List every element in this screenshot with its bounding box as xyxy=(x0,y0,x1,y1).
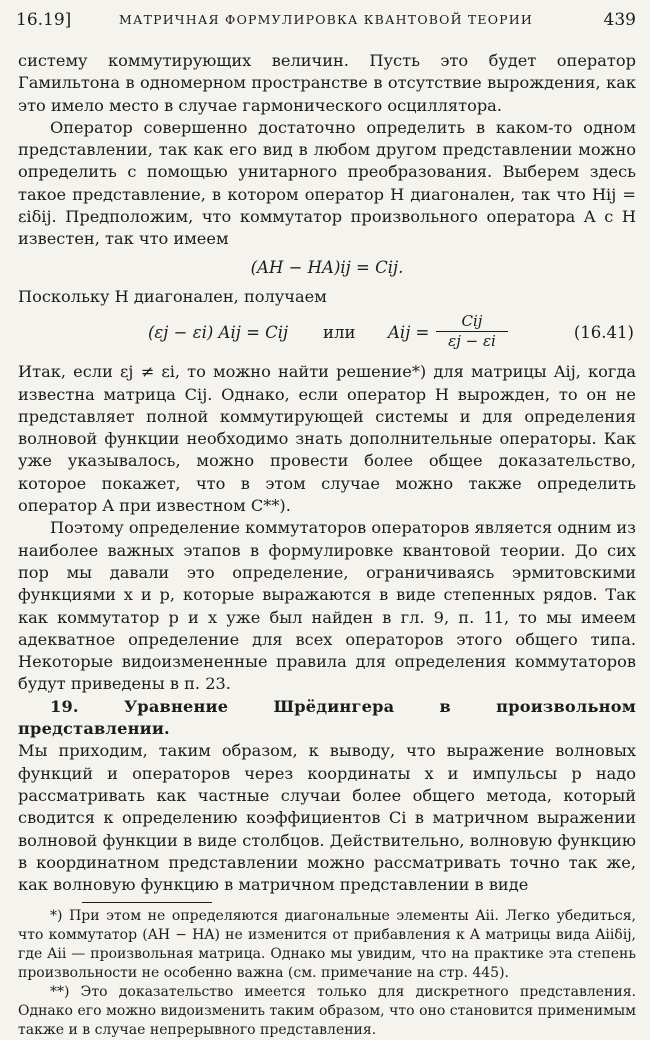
running-title: МАТРИЧНАЯ ФОРМУЛИРОВКА КВАНТОВОЙ ТЕОРИИ xyxy=(118,12,533,27)
equation-lhs: (εj − εi) Aij = Cij xyxy=(148,323,289,343)
equation-16-41 xyxy=(18,312,636,356)
section-reference: 16.19] xyxy=(16,10,72,30)
equation-rhs: Aij = xyxy=(388,323,430,343)
main-text xyxy=(18,50,636,1040)
page-number: 439 xyxy=(603,10,636,30)
paragraph: Оператор совершенно достаточно определить в каком-то одном представлении, так как его вид в любом другом представлении можно определить с помощью унитарного преобразования. Выберем здесь такое представление, в котором оператор H диагонален, так что Hij = εiδij. Предположим, что коммутатор произвольного оператора A с H известен, так что имеем xyxy=(18,117,636,249)
paragraph: Мы приходим, таким образом, к выводу, что выражение волновых функций и операторов через координаты x и импульсы p надо рассматривать как частные случаи более общего метода, который сводится к определению коэффициентов Ci в матричном выражении волновой функции в виде столбцов. Действительно, волновую функцию в координатном представлении можно рассматривать точно так же, как волновую функцию в матричном представлении в виде xyxy=(18,741,636,895)
equation-conjunction: или xyxy=(323,323,356,343)
paragraph: систему коммутирующих величин. Пусть это будет оператор Гамильтона в одномерном пространстве в отсутствие вырождения, как это имело место в случае гармонического осциллятора. xyxy=(18,51,636,115)
fraction-denominator: εj − εi xyxy=(448,332,496,351)
page-header xyxy=(16,10,636,34)
section-heading-text: 19. Уравнение Шрёдингера в произвольном представлении. xyxy=(18,696,636,739)
section-heading xyxy=(18,696,636,741)
fraction xyxy=(436,312,508,351)
paragraph: Поскольку H диагонален, получаем xyxy=(18,286,327,306)
fraction-numerator: Cij xyxy=(436,312,508,332)
paragraph: Итак, если εj ≠ εi, то можно найти решение*) для матрицы Aij, когда известна матрица Cij. Однако, если оператор H вырожден, то он не представляет полной коммутирующей системы и для определения волновой функции необходимо знать дополнительные операторы. Как уже указывалось, можно провести более общее доказательство, которое покажет, что в этом случае можно также определить оператор A при известном C**). xyxy=(18,362,636,516)
paragraph: Поэтому определение коммутаторов операторов является одним из наиболее важных этапов в формулировке квантовой теории. До сих пор мы давали это определение, ограничиваясь эрмитовскими функциями x и p, которые выражаются в виде степенных рядов. Так как коммутатор p и x уже был найден в гл. 9, п. 11, то мы имеем адекватное определение для всех операторов этого общего типа. Некоторые видоизмененные правила для определения коммутаторов будут приведены в п. 23. xyxy=(18,518,636,694)
footnote: **) Это доказательство имеется только для дискретного представления. Однако его можно видоизменить таким образом, что оно становится применимым также и в случае непрерывного представления. xyxy=(18,984,636,1039)
footnotes xyxy=(18,907,636,1040)
footnote: *) При этом не определяются диагональные элементы Aii. Легко убедиться, что коммутатор (AH − HA) не изменится от прибавления к A матрицы вида Aiiδij, где Aii — произвольная матрица. Однако мы увидим, что на практике эта степень произвольности не особенно важна (см. примечание на стр. 445). xyxy=(18,908,636,982)
commutator-equation: (AH − HA)ij = Cij. xyxy=(250,257,404,277)
footnote-divider xyxy=(82,902,212,903)
equation-number: (16.41) xyxy=(573,323,634,343)
